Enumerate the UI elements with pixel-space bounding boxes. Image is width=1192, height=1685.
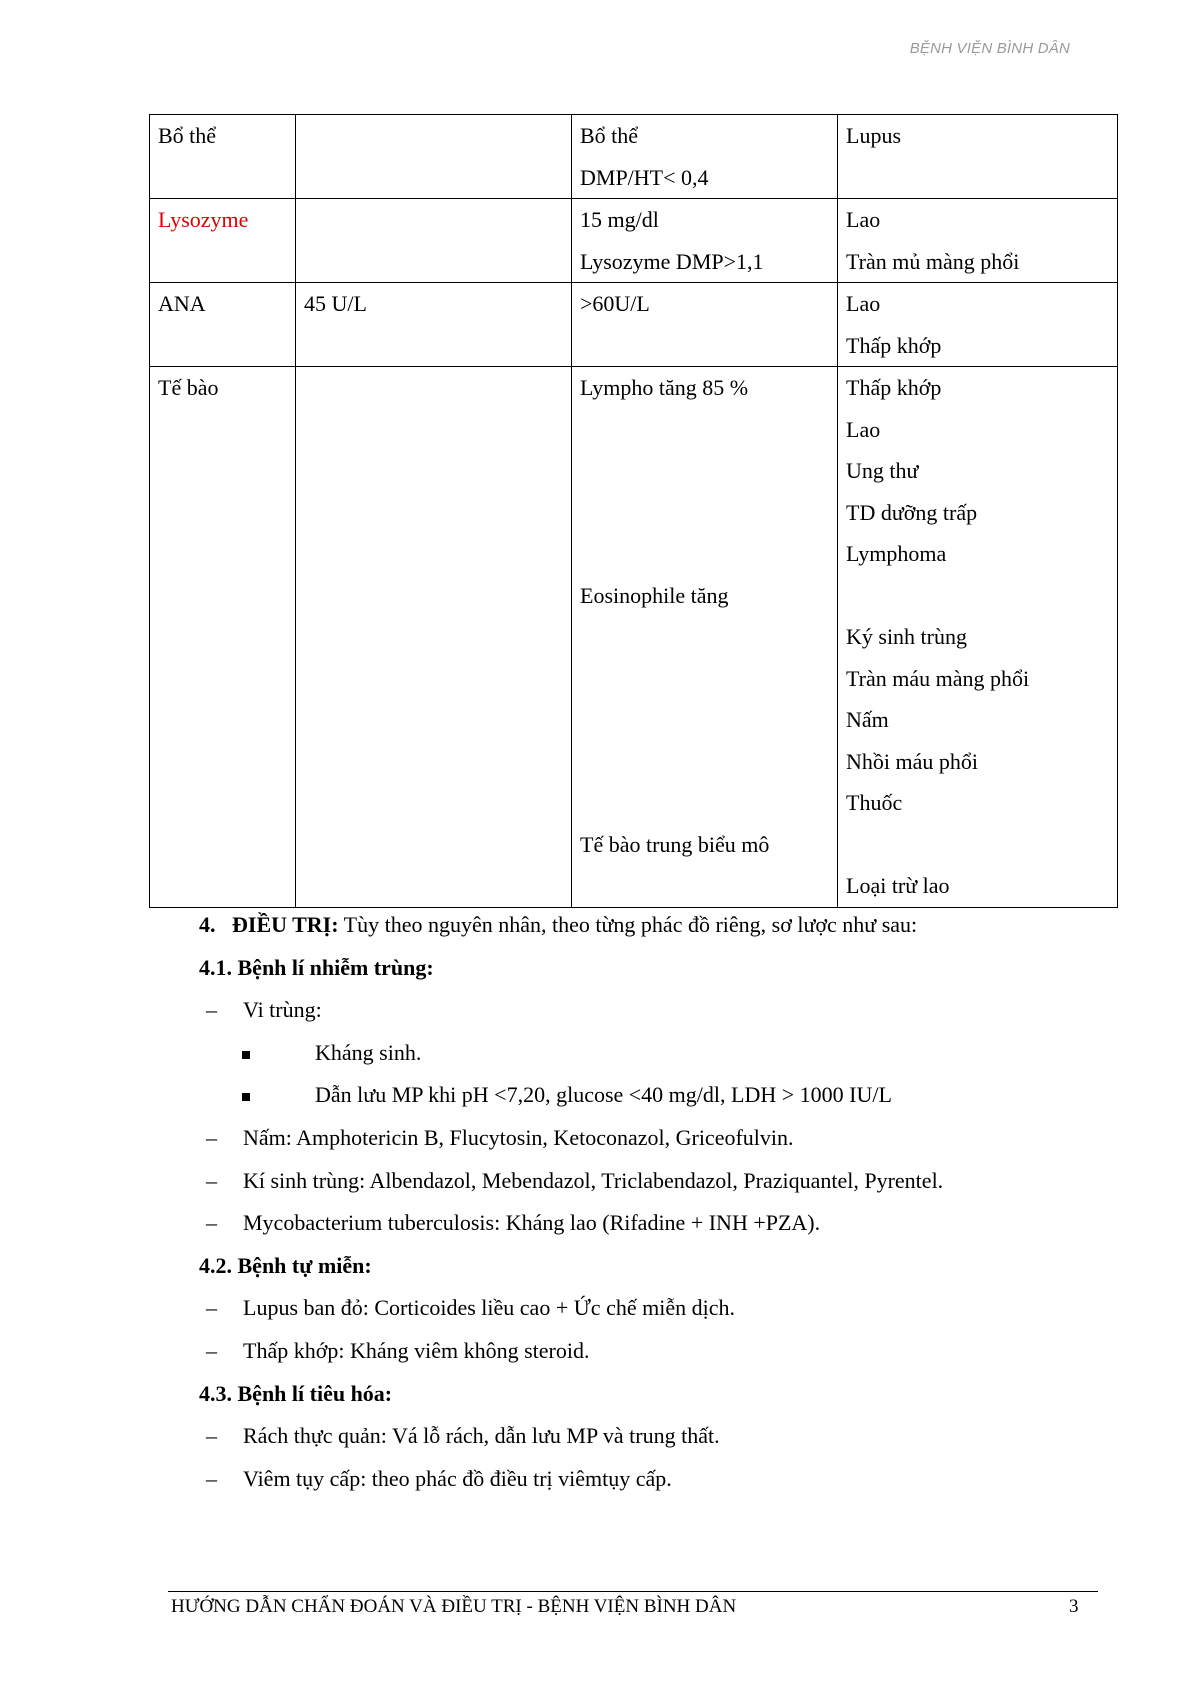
test-name-cell: Lysozyme (150, 199, 296, 283)
list-item: Kháng sinh. (149, 1032, 1117, 1075)
normal-value-cell (296, 367, 572, 908)
table-row (150, 283, 1118, 367)
list-item: – Mycobacterium tuberculosis: Kháng lao (Rifadine + INH +PZA). (206, 1210, 821, 1236)
normal-value-cell (296, 199, 572, 283)
page-number: 3 (1069, 1596, 1079, 1617)
result-cell: >60U/L (572, 283, 838, 367)
list-item: – Lupus ban đỏ: Corticoides liều cao + Ức chế miễn dịch. (206, 1295, 735, 1321)
footer-divider (168, 1591, 1098, 1592)
bullet-square-icon (242, 1051, 250, 1059)
lab-results-table (149, 114, 1118, 908)
treatment-heading: 4. ĐIỀU TRỊ: Tùy theo nguyên nhân, theo từng phác đồ riêng, sơ lược như sau: (199, 912, 918, 937)
list-item: – Thấp khớp: Kháng viêm không steroid. (206, 1337, 590, 1363)
result-cell: Bổ thể DMP/HT< 0,4 (572, 115, 838, 199)
result-cell: Lympho tăng 85 % Eosinophile tăng Tế bào trung biểu mô (572, 367, 838, 908)
table-row (150, 199, 1118, 283)
bullet-square-icon (242, 1093, 250, 1101)
section-title: 4.1. Bệnh lí nhiễm trùng: (199, 954, 434, 980)
test-name-cell: ANA (150, 283, 296, 367)
diagnosis-cell: Lao Tràn mủ màng phổi (838, 199, 1118, 283)
normal-value-cell (296, 115, 572, 199)
section-title: 4.3. Bệnh lí tiêu hóa: (199, 1380, 393, 1406)
list-item: – Vi trùng: (206, 997, 322, 1023)
treatment-section (149, 904, 1117, 1500)
diagnosis-cell: Lao Thấp khớp (838, 283, 1118, 367)
normal-value-cell: 45 U/L (296, 283, 572, 367)
diagnosis-cell: Lupus (838, 115, 1118, 199)
page-header: BỆNH VIỆN BÌNH DÂN (909, 40, 1070, 57)
section-title: 4.2. Bệnh tự miễn: (199, 1252, 372, 1278)
table-row (150, 115, 1118, 199)
test-name-cell: Bổ thể (150, 115, 296, 199)
footer-title: HƯỚNG DẪN CHẨN ĐOÁN VÀ ĐIỀU TRỊ - BỆNH VIỆN BÌNH DÂN (171, 1596, 737, 1617)
table-row (150, 367, 1118, 908)
list-item: – Kí sinh trùng: Albendazol, Mebendazol, Triclabendazol, Praziquantel, Pyrentel. (206, 1167, 944, 1193)
list-item: Dẫn lưu MP khi pH <7,20, glucose <40 mg/dl, LDH > 1000 IU/L (149, 1074, 1117, 1117)
list-item: – Nấm: Amphotericin B, Flucytosin, Ketoconazol, Griceofulvin. (206, 1124, 794, 1150)
test-name-cell: Tế bào (150, 367, 296, 908)
list-item: – Rách thực quản: Vá lỗ rách, dẫn lưu MP và trung thất. (206, 1423, 720, 1449)
list-item: – Viêm tụy cấp: theo phác đồ điều trị viêmtụy cấp. (206, 1465, 672, 1491)
diagnosis-cell: Thấp khớp Lao Ung thư TD dưỡng trấp Lymphoma Ký sinh trùng Tràn máu màng phổi Nấm Nhồi máu phổi Thuốc Loại trừ lao (838, 367, 1118, 908)
result-cell: 15 mg/dl Lysozyme DMP>1,1 (572, 199, 838, 283)
